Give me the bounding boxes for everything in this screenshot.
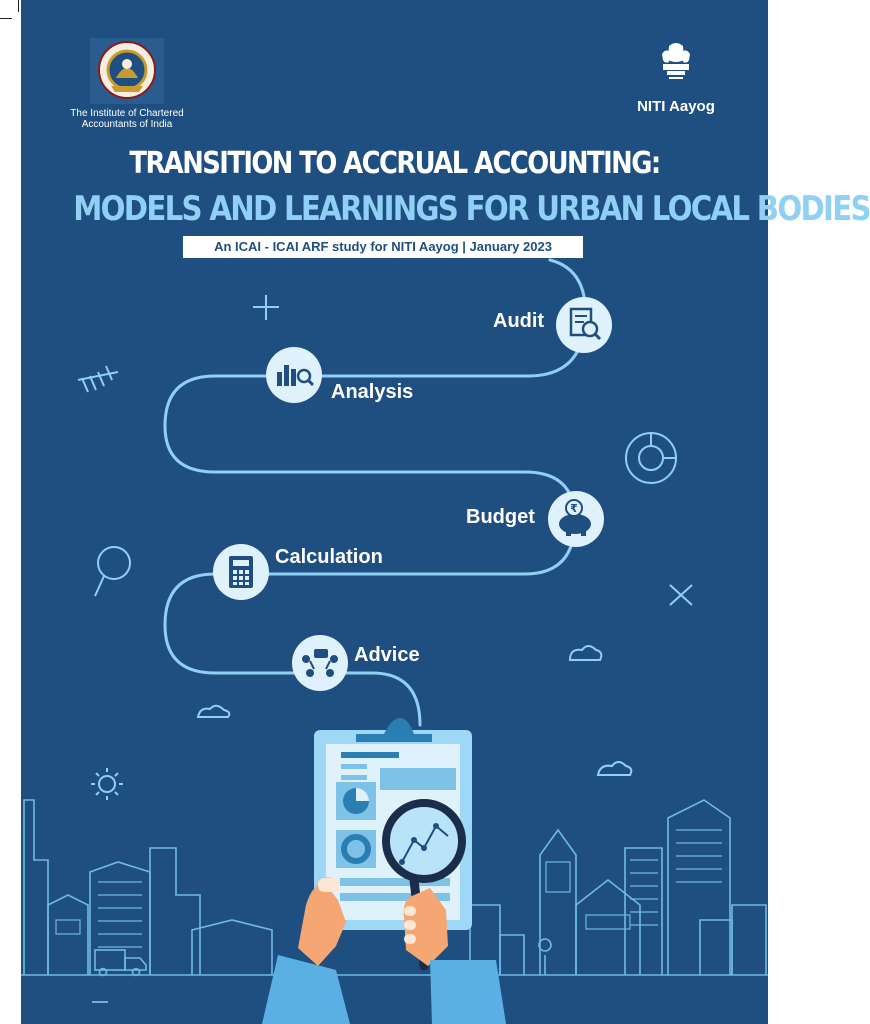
step-label-analysis: Analysis (331, 381, 414, 403)
icai-logo (54, 38, 200, 130)
pie-chart-icon (626, 433, 676, 483)
calculator-icon (213, 544, 269, 600)
sun-icon (91, 768, 123, 800)
icai-emblem-icon (90, 38, 164, 104)
step-label-budget: Budget (466, 506, 535, 528)
magnifier-icon (95, 547, 130, 596)
cloud-icon (198, 706, 229, 717)
svg-text:₹: ₹ (570, 502, 578, 515)
step-label-audit: Audit (493, 310, 545, 332)
step-label-advice: Advice (354, 644, 420, 666)
title-line-2: MODELS AND LEARNINGS FOR URBAN LOCAL BODIES (73, 189, 870, 229)
plus-icon (253, 295, 279, 320)
bar-chart-magnifier-icon (266, 347, 322, 403)
cross-icon (670, 585, 692, 605)
rupee-piggy-bank-icon (548, 491, 604, 547)
decorative-doodles (78, 295, 692, 800)
niti-aayog-logo (626, 40, 726, 115)
title-line-1: TRANSITION TO ACCRUAL ACCOUNTING: (129, 146, 660, 181)
cloud-icon (570, 646, 601, 660)
delivery-truck-icon (95, 950, 146, 976)
cloud-icon (598, 762, 631, 775)
step-label-calculation: Calculation (275, 546, 383, 568)
bar-chart-icon (78, 366, 118, 392)
niti-aayog-name: NITI Aayog (637, 98, 715, 115)
national-emblem-icon (656, 40, 696, 96)
audit-report-icon (556, 297, 612, 353)
icai-name: The Institute of Chartered Accountants of India (70, 108, 184, 130)
people-advice-icon (292, 635, 348, 691)
subtitle-banner: An ICAI - ICAI ARF study for NITI Aayog | January 2023 (183, 236, 583, 258)
